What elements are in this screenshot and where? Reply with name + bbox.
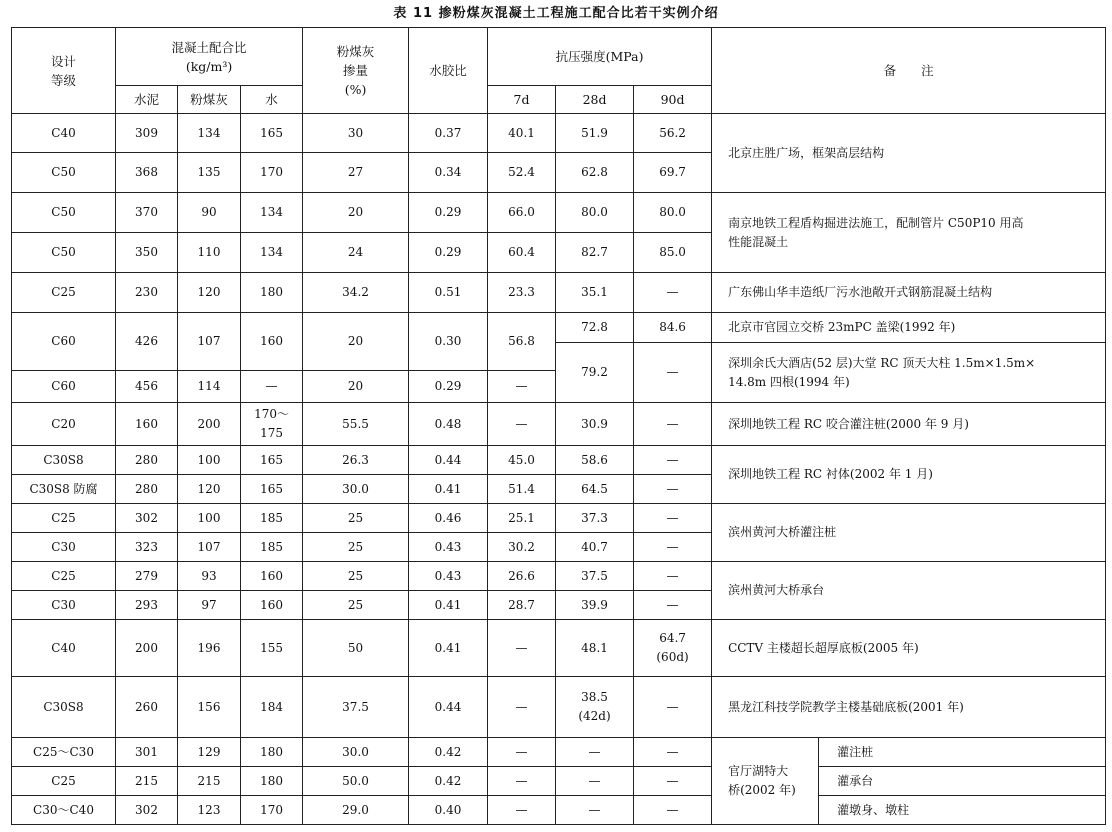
flyash-cell: 97 [178, 591, 241, 620]
dosage-cell: 50.0 [303, 767, 409, 796]
wb-cell: 0.37 [409, 114, 488, 153]
header-dosage-line2: 掺量 [343, 63, 369, 78]
wb-cell: 0.29 [409, 371, 488, 403]
wb-cell: 0.29 [409, 193, 488, 233]
grade-cell: C25 [12, 767, 116, 796]
water-cell: 180 [241, 767, 303, 796]
dosage-cell: 25 [303, 533, 409, 562]
d7-cell: — [488, 738, 556, 767]
d90-line1: 64.7 [659, 631, 686, 645]
cement-cell: 456 [116, 371, 178, 403]
water-cell: 170 [241, 796, 303, 825]
cement-cell: 160 [116, 403, 178, 446]
remark-cell: 滨州黄河大桥承台 [712, 562, 1106, 620]
d28-cell: — [556, 767, 634, 796]
grade-cell: C30S8 防腐 [12, 475, 116, 504]
remark-line1: 南京地铁工程盾构掘进法施工，配制管片 C50P10 用高 [728, 215, 1024, 230]
cement-cell: 350 [116, 233, 178, 273]
d90-cell: 56.2 [634, 114, 712, 153]
d28-line1: 38.5 [581, 690, 608, 704]
wb-cell: 0.42 [409, 738, 488, 767]
water-cell: 180 [241, 738, 303, 767]
d7-cell: 52.4 [488, 153, 556, 193]
flyash-cell: 120 [178, 475, 241, 504]
header-mix-line2: (kg/m³) [185, 58, 233, 74]
d90-cell: — [634, 273, 712, 313]
d7-cell: 66.0 [488, 193, 556, 233]
d28-cell: 40.7 [556, 533, 634, 562]
d7-cell: 25.1 [488, 504, 556, 533]
d7-cell: — [488, 620, 556, 677]
cement-cell: 370 [116, 193, 178, 233]
flyash-cell: 90 [178, 193, 241, 233]
cement-cell: 309 [116, 114, 178, 153]
remark-line1: 官厅湖特大 [728, 764, 789, 778]
flyash-cell: 114 [178, 371, 241, 403]
wb-cell: 0.46 [409, 504, 488, 533]
d90-cell: — [634, 796, 712, 825]
remark-sub-cell: 灌承台 [819, 767, 1106, 796]
header-grade-line1: 设计 [50, 53, 76, 69]
remark-cell: 北京市官园立交桥 23mPC 盖梁(1992 年) [712, 313, 1106, 343]
remark-line2: 14.8m 四根(1994 年) [728, 374, 850, 389]
flyash-cell: 129 [178, 738, 241, 767]
grade-cell: C40 [12, 114, 116, 153]
d90-cell: — [634, 738, 712, 767]
remark-cell: 深圳地铁工程 RC 衬体(2002 年 1 月) [712, 446, 1106, 504]
dosage-cell: 20 [303, 371, 409, 403]
d28-cell: 80.0 [556, 193, 634, 233]
remark-cell: 滨州黄河大桥灌注桩 [712, 504, 1106, 562]
wb-cell: 0.29 [409, 233, 488, 273]
d28-cell: 35.1 [556, 273, 634, 313]
d28-cell: — [556, 738, 634, 767]
grade-cell: C50 [12, 153, 116, 193]
flyash-cell: 135 [178, 153, 241, 193]
flyash-cell: 100 [178, 446, 241, 475]
water-cell: 165 [241, 446, 303, 475]
d90-cell: — [634, 562, 712, 591]
grade-cell: C50 [12, 193, 116, 233]
header-grade [12, 28, 116, 114]
water-cell: 165 [241, 114, 303, 153]
grade-cell: C20 [12, 403, 116, 446]
flyash-cell: 93 [178, 562, 241, 591]
wb-cell: 0.44 [409, 677, 488, 738]
cement-cell: 200 [116, 620, 178, 677]
d28-cell: — [556, 796, 634, 825]
remark-cell [712, 343, 1106, 403]
grade-cell: C30S8 [12, 446, 116, 475]
d28-cell: 64.5 [556, 475, 634, 504]
d7-cell: 23.3 [488, 273, 556, 313]
d90-cell: 84.6 [634, 313, 712, 343]
d28-cell: 30.9 [556, 403, 634, 446]
wb-cell: 0.42 [409, 767, 488, 796]
dosage-cell: 30.0 [303, 475, 409, 504]
table-row [12, 796, 1106, 825]
wb-cell: 0.41 [409, 591, 488, 620]
cement-cell: 260 [116, 677, 178, 738]
cement-cell: 279 [116, 562, 178, 591]
water-cell: 134 [241, 193, 303, 233]
table-row [12, 677, 1106, 738]
dosage-cell: 26.3 [303, 446, 409, 475]
header-dosage [303, 28, 409, 114]
water-cell: 160 [241, 313, 303, 371]
cement-cell: 280 [116, 446, 178, 475]
d7-cell: 28.7 [488, 591, 556, 620]
header-7d: 7d [488, 86, 556, 114]
water-cell: 165 [241, 475, 303, 504]
header-dosage-line1: 粉煤灰 [336, 44, 375, 59]
dosage-cell: 55.5 [303, 403, 409, 446]
grade-cell: C40 [12, 620, 116, 677]
table-row [12, 738, 1106, 767]
remark-sub-cell: 灌注桩 [819, 738, 1106, 767]
water-cell: 170 [241, 153, 303, 193]
flyash-cell: 120 [178, 273, 241, 313]
dosage-cell: 20 [303, 193, 409, 233]
water-cell: 160 [241, 591, 303, 620]
d28-cell: 79.2 [556, 343, 634, 403]
d7-cell: 45.0 [488, 446, 556, 475]
flyash-cell: 123 [178, 796, 241, 825]
flyash-cell: 107 [178, 313, 241, 371]
wb-cell: 0.43 [409, 533, 488, 562]
header-dosage-line3: (%) [344, 82, 367, 97]
wb-cell: 0.48 [409, 403, 488, 446]
flyash-cell: 215 [178, 767, 241, 796]
d90-cell: — [634, 446, 712, 475]
d28-cell: 37.5 [556, 562, 634, 591]
cement-cell: 280 [116, 475, 178, 504]
table-row [12, 767, 1106, 796]
d90-line2: (60d) [656, 650, 689, 664]
remark-cell: 黑龙江科技学院教学主楼基础底板(2001 年) [712, 677, 1106, 738]
grade-cell: C25～C30 [12, 738, 116, 767]
water-cell: 185 [241, 533, 303, 562]
wb-cell: 0.40 [409, 796, 488, 825]
d28-cell: 62.8 [556, 153, 634, 193]
d7-cell: 56.8 [488, 313, 556, 371]
cement-cell: 230 [116, 273, 178, 313]
table-row [12, 193, 1106, 233]
remark-cell: CCTV 主楼超长超厚底板(2005 年) [712, 620, 1106, 677]
cement-cell: 293 [116, 591, 178, 620]
water-line1: 170～ [254, 407, 289, 421]
d7-cell: — [488, 677, 556, 738]
water-cell [241, 403, 303, 446]
grade-cell: C30～C40 [12, 796, 116, 825]
remark-line2: 桥(2002 年) [728, 783, 796, 797]
grade-cell: C30 [12, 591, 116, 620]
wb-cell: 0.41 [409, 475, 488, 504]
header-wb: 水胶比 [409, 28, 488, 114]
water-cell: 180 [241, 273, 303, 313]
remark-line2: 性能混凝土 [728, 234, 789, 249]
table-row [12, 620, 1106, 677]
remark-cell [712, 193, 1106, 273]
cement-cell: 426 [116, 313, 178, 371]
header-remark: 备 注 [712, 28, 1106, 114]
d90-cell: 80.0 [634, 193, 712, 233]
table-caption: 表 11 掺粉煤灰混凝土工程施工配合比若干实例介绍 [393, 6, 719, 21]
wb-cell: 0.30 [409, 313, 488, 371]
water-cell: 134 [241, 233, 303, 273]
d28-cell: 58.6 [556, 446, 634, 475]
table-row [12, 313, 1106, 343]
d28-cell: 72.8 [556, 313, 634, 343]
table-row [12, 446, 1106, 475]
grade-cell: C25 [12, 504, 116, 533]
d28-line2: (42d) [578, 709, 611, 723]
water-cell: — [241, 371, 303, 403]
cement-cell: 323 [116, 533, 178, 562]
cement-cell: 301 [116, 738, 178, 767]
grade-cell: C60 [12, 371, 116, 403]
cement-cell: 368 [116, 153, 178, 193]
table-row [12, 562, 1106, 591]
wb-cell: 0.51 [409, 273, 488, 313]
dosage-cell: 24 [303, 233, 409, 273]
flyash-cell: 100 [178, 504, 241, 533]
dosage-cell: 30.0 [303, 738, 409, 767]
dosage-cell: 25 [303, 504, 409, 533]
table-row [12, 273, 1106, 313]
d28-cell: 37.3 [556, 504, 634, 533]
d90-cell: 69.7 [634, 153, 712, 193]
d28-cell: 39.9 [556, 591, 634, 620]
d7-cell: 60.4 [488, 233, 556, 273]
dosage-cell: 25 [303, 591, 409, 620]
d28-cell [556, 677, 634, 738]
cement-cell: 302 [116, 504, 178, 533]
header-flyash: 粉煤灰 [178, 86, 241, 114]
d7-cell: 51.4 [488, 475, 556, 504]
flyash-cell: 196 [178, 620, 241, 677]
d28-cell: 48.1 [556, 620, 634, 677]
table-row [12, 114, 1106, 153]
dosage-cell: 37.5 [303, 677, 409, 738]
dosage-cell: 34.2 [303, 273, 409, 313]
water-line2: 175 [260, 426, 283, 440]
remark-line1: 深圳余氏大酒店(52 层)大堂 RC 顶天大柱 1.5m×1.5m× [728, 355, 1036, 370]
grade-cell: C60 [12, 313, 116, 371]
flyash-cell: 200 [178, 403, 241, 446]
grade-cell: C50 [12, 233, 116, 273]
flyash-cell: 107 [178, 533, 241, 562]
d90-cell: — [634, 677, 712, 738]
wb-cell: 0.44 [409, 446, 488, 475]
d7-cell: — [488, 403, 556, 446]
remark-cell: 北京庄胜广场，框架高层结构 [712, 114, 1106, 193]
cement-cell: 215 [116, 767, 178, 796]
header-mix [116, 28, 303, 86]
header-cement: 水泥 [116, 86, 178, 114]
remark-cell [712, 738, 819, 825]
d90-cell: — [634, 591, 712, 620]
header-mix-line1: 混凝土配合比 [171, 39, 247, 55]
wb-cell: 0.41 [409, 620, 488, 677]
header-water: 水 [241, 86, 303, 114]
d90-cell: — [634, 403, 712, 446]
dosage-cell: 25 [303, 562, 409, 591]
flyash-cell: 134 [178, 114, 241, 153]
grade-cell: C25 [12, 562, 116, 591]
wb-cell: 0.34 [409, 153, 488, 193]
mix-ratio-table [11, 27, 1106, 825]
flyash-cell: 156 [178, 677, 241, 738]
table-row [12, 403, 1106, 446]
d90-cell: — [634, 343, 712, 403]
header-28d: 28d [556, 86, 634, 114]
d7-cell: — [488, 767, 556, 796]
grade-cell: C25 [12, 273, 116, 313]
water-cell: 155 [241, 620, 303, 677]
dosage-cell: 29.0 [303, 796, 409, 825]
table-row [12, 504, 1106, 533]
flyash-cell: 110 [178, 233, 241, 273]
d90-cell: — [634, 533, 712, 562]
header-90d: 90d [634, 86, 712, 114]
d7-cell: 26.6 [488, 562, 556, 591]
remark-cell: 深圳地铁工程 RC 咬合灌注桩(2000 年 9 月) [712, 403, 1106, 446]
header-strength: 抗压强度(MPa) [488, 28, 712, 86]
d90-cell [634, 620, 712, 677]
d28-cell: 82.7 [556, 233, 634, 273]
remark-sub-cell: 灌墩身、墩柱 [819, 796, 1106, 825]
d7-cell: 40.1 [488, 114, 556, 153]
water-cell: 160 [241, 562, 303, 591]
d7-cell: — [488, 796, 556, 825]
dosage-cell: 50 [303, 620, 409, 677]
remark-cell: 广东佛山华丰造纸厂污水池敞开式钢筋混凝土结构 [712, 273, 1106, 313]
dosage-cell: 27 [303, 153, 409, 193]
wb-cell: 0.43 [409, 562, 488, 591]
header-row-1 [12, 28, 1106, 86]
header-grade-line2: 等级 [50, 72, 76, 88]
d7-cell: — [488, 371, 556, 403]
d28-cell: 51.9 [556, 114, 634, 153]
d7-cell: 30.2 [488, 533, 556, 562]
d90-cell: 85.0 [634, 233, 712, 273]
dosage-cell: 20 [303, 313, 409, 371]
d90-cell: — [634, 767, 712, 796]
dosage-cell: 30 [303, 114, 409, 153]
grade-cell: C30S8 [12, 677, 116, 738]
water-cell: 184 [241, 677, 303, 738]
d90-cell: — [634, 504, 712, 533]
d90-cell: — [634, 475, 712, 504]
cement-cell: 302 [116, 796, 178, 825]
water-cell: 185 [241, 504, 303, 533]
grade-cell: C30 [12, 533, 116, 562]
